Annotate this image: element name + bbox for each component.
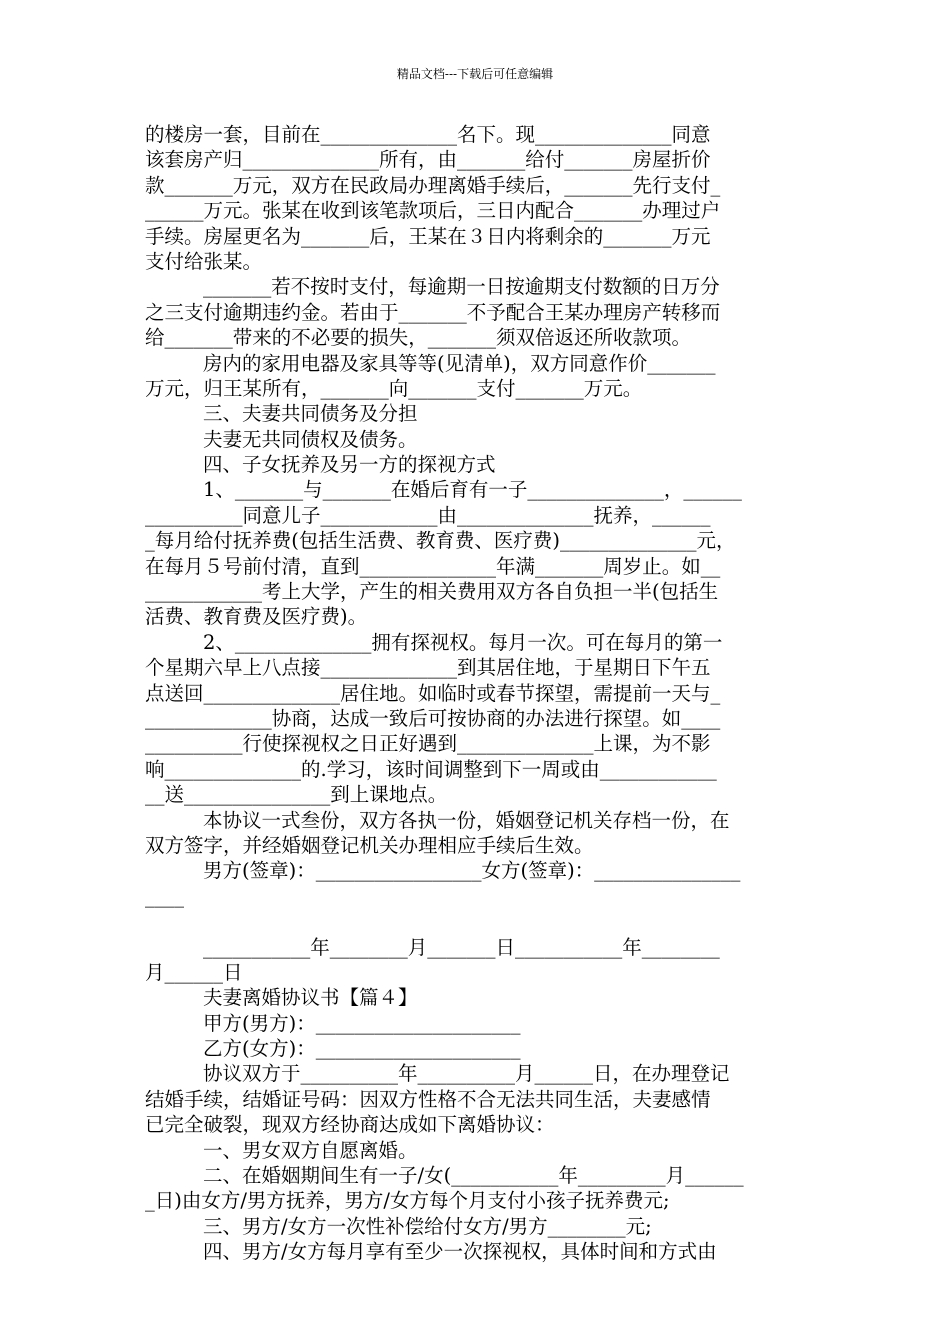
document-line: 双方签字，并经婚姻登记机关办理相应手续后生效。 (145, 833, 594, 857)
document-line: 1、_______与_______在婚后育有一子______________，______ (203, 478, 742, 502)
document-line: ___________年________月_______日___________年________ (203, 935, 720, 959)
document-line: 之三支付逾期违约金。若由于_______不予配合王某办理房产转移而 (145, 300, 721, 324)
document-line: __送_______________到上课地点。 (145, 783, 448, 807)
document-line: 一、男女双方自愿离婚。 (203, 1138, 418, 1162)
document-line: 该套房产归______________所有，由_______给付_______房屋折价 (145, 148, 711, 172)
document-line: 夫妻离婚协议书【篇４】 (203, 986, 418, 1010)
document-line: 房内的家用电器及家具等等(见清单)，双方同意作价_______ (203, 351, 716, 375)
document-line (145, 909, 808, 934)
document-line: 乙方(女方)：_____________________ (203, 1037, 521, 1061)
document-line: ____________考上大学，产生的相关费用双方各自负担一半(包括生 (145, 580, 719, 604)
document-line: 在每月５号前付清，直到______________年满_______周岁止。如__ (145, 554, 721, 578)
document-line: _____________协商，达成一致后可按协商的办法进行探望。如____ (145, 706, 721, 730)
document-line: 已完全破裂，现双方经协商达成如下离婚协议： (145, 1113, 555, 1137)
document-line: __________同意儿子____________由______________抚养，______ (145, 503, 711, 527)
document-line: 活费、教育费及医疗费)。 (145, 605, 368, 629)
document-line: 三、夫妻共同债务及分担 (203, 402, 418, 426)
document-line: 个星期六早上八点接______________到其居住地，于星期日下午五 (145, 656, 711, 680)
document-line: ______万元。张某在收到该笔款项后，三日内配合_______办理过户 (145, 199, 721, 223)
document-line: 男方(签章)：_________________女方(签章)：_______________ (203, 859, 741, 883)
document-line: _日)由女方/男方抚养，男方/女方每个月支付小孩子抚养费元; (145, 1189, 670, 1213)
document-line: ____ (145, 884, 184, 908)
document-line: 二、在婚姻期间生有一子/女(___________年_________月______ (203, 1164, 744, 1188)
document-line: _每月给付抚养费(包括生活费、教育费、医疗费)______________元， (145, 529, 736, 553)
document-line: 支付给张某。 (145, 249, 263, 273)
page-header: 精品文档---下载后可任意编辑 (396, 67, 554, 81)
document-line: __________行使探视权之日正好遇到______________上课，为不影 (145, 732, 711, 756)
document-line: 万元，归王某所有，_______向_______支付_______万元。 (145, 376, 643, 400)
document-line: 手续。房屋更名为_______后，王某在３日内将剩余的_______万元 (145, 224, 711, 248)
document-line: 月______日 (145, 960, 243, 984)
document-line: 点送回______________居住地。如临时或春节探望，需提前一天与_ (145, 681, 721, 705)
document-line: 夫妻无共同债权及债务。 (203, 427, 418, 451)
document-line: 四、子女抚养及另一方的探视方式 (203, 453, 496, 477)
document-line: 的楼房一套，目前在______________名下。现______________同意 (145, 123, 711, 146)
document-line: 2、______________拥有探视权。每月一次。可在每月的第一 (203, 630, 723, 654)
document-line: 甲方(男方)：_____________________ (203, 1011, 521, 1035)
document-line: 款_______万元，双方在民政局办理离婚手续后，_______先行支付_ (145, 173, 721, 197)
document-line: 响______________的.学习，该时间调整到下一周或由____________ (145, 757, 717, 781)
document-line: 本协议一式叁份，双方各执一份，婚姻登记机关存档一份，在 (203, 808, 730, 832)
document-line: _______若不按时支付，每逾期一日按逾期支付数额的日万分 (203, 275, 720, 299)
document-line: 给_______带来的不必要的损失，_______须双倍返还所收款项。 (145, 326, 692, 350)
document-body (145, 122, 808, 1265)
document-line: 结婚手续，结婚证号码：因双方性格不合无法共同生活，夫妻感情 (145, 1087, 711, 1111)
document-line: 协议双方于__________年__________月______日，在办理登记 (203, 1062, 730, 1086)
document-line: 三、男方/女方一次性补偿给付女方/男方________元; (203, 1214, 652, 1238)
document-line: 四、男方/女方每月享有至少一次探视权，具体时间和方式由 (203, 1240, 717, 1264)
